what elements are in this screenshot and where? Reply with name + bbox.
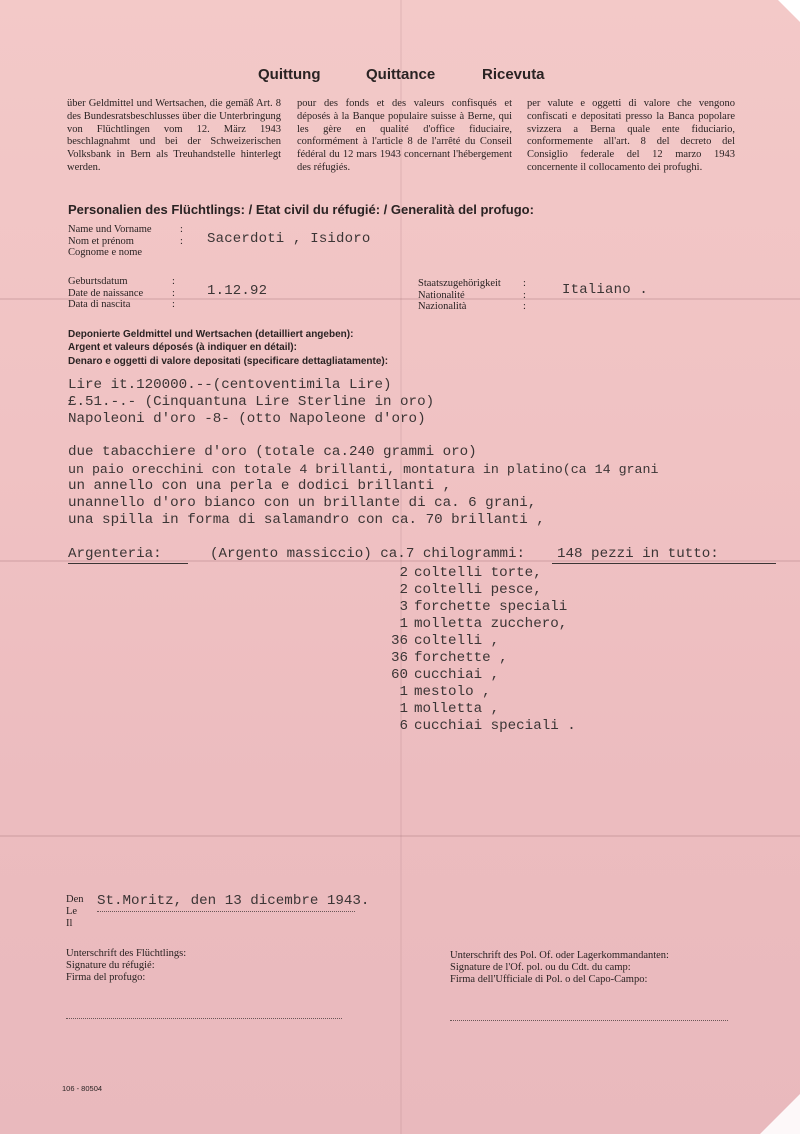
nationality-label-de: Staatszugehörigkeit <box>418 278 501 289</box>
money-line: Napoleoni d'oro -8- (otto Napoleone d'oro) <box>68 411 426 427</box>
place-date-line <box>97 911 355 912</box>
silver-total-underline <box>552 563 776 564</box>
colon: : <box>172 299 175 310</box>
nationality-label-fr: Nationalité <box>418 289 465 301</box>
deposit-label-it: Denaro e oggetti di valore depositati (specificare dettagliatamente): <box>68 356 389 367</box>
colon: : <box>172 276 175 287</box>
intro-de: über Geldmittel und Wertsachen, die gemäß Art. 8 des Bundesratsbeschlusses über die Unterbringung von Flüchtlingen vom 12. März 1943 beschlagnahmt und bei der Schweizerischen Volksbank in Bern als Treuhandstelle hinterlegt werden. <box>67 98 281 173</box>
birth-label-fr: Date de naissance <box>68 287 144 299</box>
colon: : <box>523 301 526 312</box>
place-label-fr: Le <box>66 906 78 917</box>
sig-refugee-label-de: Unterschrift des Flüchtlings: <box>66 948 187 959</box>
torn-corner <box>778 0 800 22</box>
colon: : <box>180 235 183 247</box>
silver-item: 2 coltelli pesce, <box>399 582 542 598</box>
jewel-line: due tabacchiere d'oro (totale ca.240 grammi oro) <box>68 444 477 460</box>
silver-description: (Argento massiccio) ca.7 chilogrammi: <box>210 546 526 562</box>
name-label-fr: Nom et prénom <box>68 235 134 247</box>
sig-officer-label-de: Unterschrift des Pol. Of. oder Lagerkommandanten: <box>450 950 669 961</box>
silver-item: 60 cucchiai , <box>390 667 500 683</box>
personal-heading: Personalien des Flüchtlings: / Etat civil du réfugié: / Generalità del profugo: <box>68 202 534 217</box>
silver-item: 1 molletta , <box>399 701 500 717</box>
colon: : <box>172 287 175 299</box>
sig-refugee-label-fr: Signature du réfugié: <box>66 960 155 971</box>
sig-officer-label-it: Firma dell'Ufficiale di Pol. o del Capo-Campo: <box>450 974 648 985</box>
name-label-de: Name und Vorname <box>68 224 152 235</box>
silver-item: 6 cucchiai speciali . <box>399 718 576 734</box>
money-line: £.51.-.- (Cinquantuna Lire Sterline in oro) <box>68 394 435 410</box>
title-fr: Quittance <box>366 66 436 83</box>
birth-label-de: Geburtsdatum <box>68 276 128 287</box>
sig-refugee-label-it: Firma del profugo: <box>66 972 146 983</box>
colon: : <box>180 224 183 235</box>
nationality-label-it: Nazionalità <box>418 301 467 312</box>
form-number: 106 - 80504 <box>62 1084 103 1093</box>
silver-item: 3 forchette speciali <box>399 599 568 615</box>
jewel-line: unannello d'oro bianco con un brillante di ca. 6 grani, <box>68 495 537 511</box>
birth-label-it: Data di nascita <box>68 299 131 310</box>
colon: : <box>523 278 526 289</box>
money-line: Lire it.120000.--(centoventimila Lire) <box>68 377 392 393</box>
jewel-line: un annello con una perla e dodici brillanti , <box>68 478 452 494</box>
sig-refugee-line <box>66 1018 342 1019</box>
silver-item: 36 coltelli , <box>390 633 500 649</box>
title-it: Ricevuta <box>482 66 545 83</box>
nationality-value: Italiano . <box>562 282 649 298</box>
silver-item: 1 mestolo , <box>399 684 491 700</box>
jewel-line: un paio orecchini con totale 4 brillanti, montatura in platino(ca 14 grani <box>68 462 659 477</box>
place-label-it: Il <box>66 918 73 929</box>
birth-value: 1.12.92 <box>207 283 268 299</box>
deposit-label-fr: Argent et valeurs déposés (à indiquer en détail): <box>68 342 297 353</box>
name-label-it: Cognome e nome <box>68 247 143 258</box>
intro-it: per valute e oggetti di valore che vengono confiscati e depositati presso la Banca popolare svizzera a Berna quale ente fiduciario, conformemente all'art. 8 del decreto del Consiglio federale del 12 marzo 1943 concernente il collocamento dei profughi. <box>527 98 735 173</box>
silver-item: 1 molletta zucchero, <box>399 616 568 632</box>
place-label-de: Den <box>66 894 84 905</box>
place-date-value: St.Moritz, den 13 dicembre 1943. <box>97 893 370 909</box>
sig-officer-label-fr: Signature de l'Of. pol. ou du Cdt. du camp: <box>450 962 631 973</box>
silver-item: 36 forchette , <box>390 650 508 666</box>
torn-corner <box>760 1094 800 1134</box>
jewel-line: una spilla in forma di salamandro con ca. 70 brillanti , <box>68 512 545 528</box>
silver-label-underline <box>68 563 188 564</box>
silver-label: Argenteria: <box>68 546 162 562</box>
title-de: Quittung <box>258 66 321 83</box>
colon: : <box>523 289 526 301</box>
intro-fr: pour des fonds et des valeurs confisqués et déposés à la Banque populaire suisse à Berne, qui les gère en qualité d'office fiduciaire, conformément à l'article 8 de l'arrêté du Conseil fédéral du 12 mars 1943 concernant l'hébergement des réfugiés. <box>297 98 512 173</box>
sig-officer-line <box>450 1020 728 1021</box>
name-value: Sacerdoti , Isidoro <box>207 231 371 247</box>
silver-total: 148 pezzi in tutto: <box>557 546 719 562</box>
silver-item: 2 coltelli torte, <box>399 565 542 581</box>
deposit-label-de: Deponierte Geldmittel und Wertsachen (detailliert angeben): <box>68 329 354 340</box>
